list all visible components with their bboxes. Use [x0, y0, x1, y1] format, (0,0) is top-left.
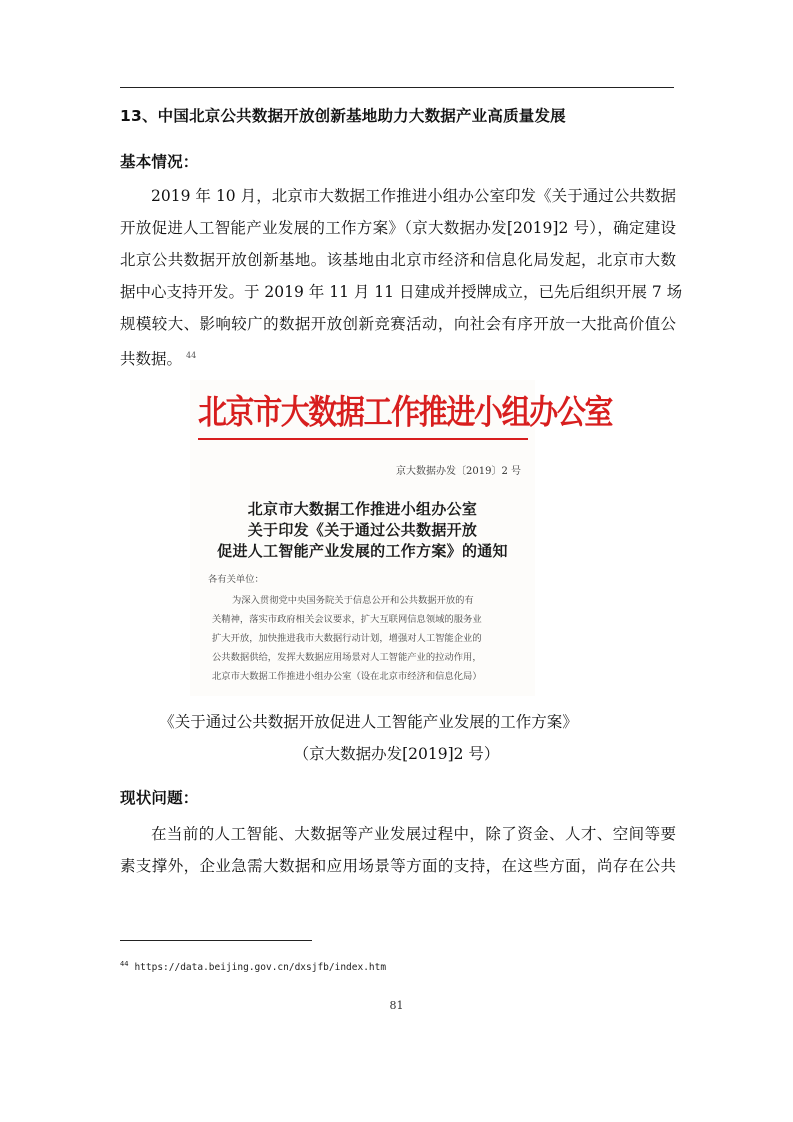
document-title-line: 关于印发《关于通过公共数据开放	[247, 521, 478, 539]
document-red-rule	[198, 438, 528, 440]
document-body-line: 北京市大数据工作推进小组办公室（设在北京市经济和信息化局）	[212, 671, 482, 682]
section-heading: 13、中国北京公共数据开放创新基地助力大数据产业高质量发展	[120, 107, 566, 125]
footnote-link[interactable]: https://data.beijing.gov.cn/dxsjfb/index.htm	[134, 962, 387, 974]
header-rule	[120, 87, 674, 88]
page-number: 81	[389, 999, 404, 1012]
footnote-reference[interactable]: 44	[186, 351, 197, 360]
document-title-line: 北京市大数据工作推进小组办公室	[247, 500, 478, 518]
paragraph-line: 2019 年 10 月，北京市大数据工作推进小组办公室印发《关于通过公共数据	[151, 187, 676, 205]
footnote-number: 44	[120, 960, 129, 968]
current-issues-paragraph	[120, 818, 676, 882]
footnote-rule	[120, 940, 312, 941]
current-issues-heading: 现状问题：	[120, 789, 199, 807]
paragraph-line: 据中心支持开发。于 2019 年 11 月 11 日建成并授牌成立，已先后组织开展 7 场	[120, 283, 683, 301]
document-number: 京大数据办发〔2019〕2 号	[396, 466, 521, 477]
official-document-image	[190, 380, 613, 696]
paragraph-line-text: 共数据。	[120, 350, 183, 369]
document-body-line: 各有关单位：	[208, 574, 264, 585]
paragraph-line: 开放促进人工智能产业发展的工作方案》（京大数据办发[2019]2 号），确定建设	[120, 219, 676, 237]
paragraph-last-line	[120, 340, 676, 372]
paragraph-line: 素支撑外，企业急需大数据和应用场景等方面的支持，在这些方面，尚存在公共	[120, 857, 676, 875]
figure-caption-number: （京大数据办发[2019]2 号）	[293, 745, 500, 763]
basic-situation-paragraph	[120, 180, 683, 372]
document-body-line: 公共数据供给，发挥大数据应用场景对人工智能产业的拉动作用，	[212, 652, 482, 663]
document-title-line: 促进人工智能产业发展的工作方案》的通知	[217, 542, 508, 560]
paragraph-line: 北京公共数据开放创新基地。该基地由北京市经济和信息化局发起，北京市大数	[120, 251, 676, 269]
figure-caption-title: 《关于通过公共数据开放促进人工智能产业发展的工作方案》	[159, 713, 578, 731]
document-red-header: 北京市大数据工作推进小组办公室	[198, 392, 613, 432]
paragraph-line: 规模较大、影响较广的数据开放创新竞赛活动，向社会有序开放一大批高价值公	[120, 315, 676, 333]
basic-situation-heading: 基本情况：	[120, 153, 199, 171]
footnote	[120, 960, 386, 973]
document-body-line: 关精神，落实市政府相关会议要求，扩大互联网信息领域的服务业	[212, 614, 482, 625]
document-body-line: 扩大开放，加快推进我市大数据行动计划，增强对人工智能企业的	[212, 633, 482, 644]
document-body-line: 为深入贯彻党中央国务院关于信息公开和公共数据开放的有	[232, 595, 474, 606]
paragraph-line: 在当前的人工智能、大数据等产业发展过程中，除了资金、人才、空间等要	[151, 825, 676, 843]
